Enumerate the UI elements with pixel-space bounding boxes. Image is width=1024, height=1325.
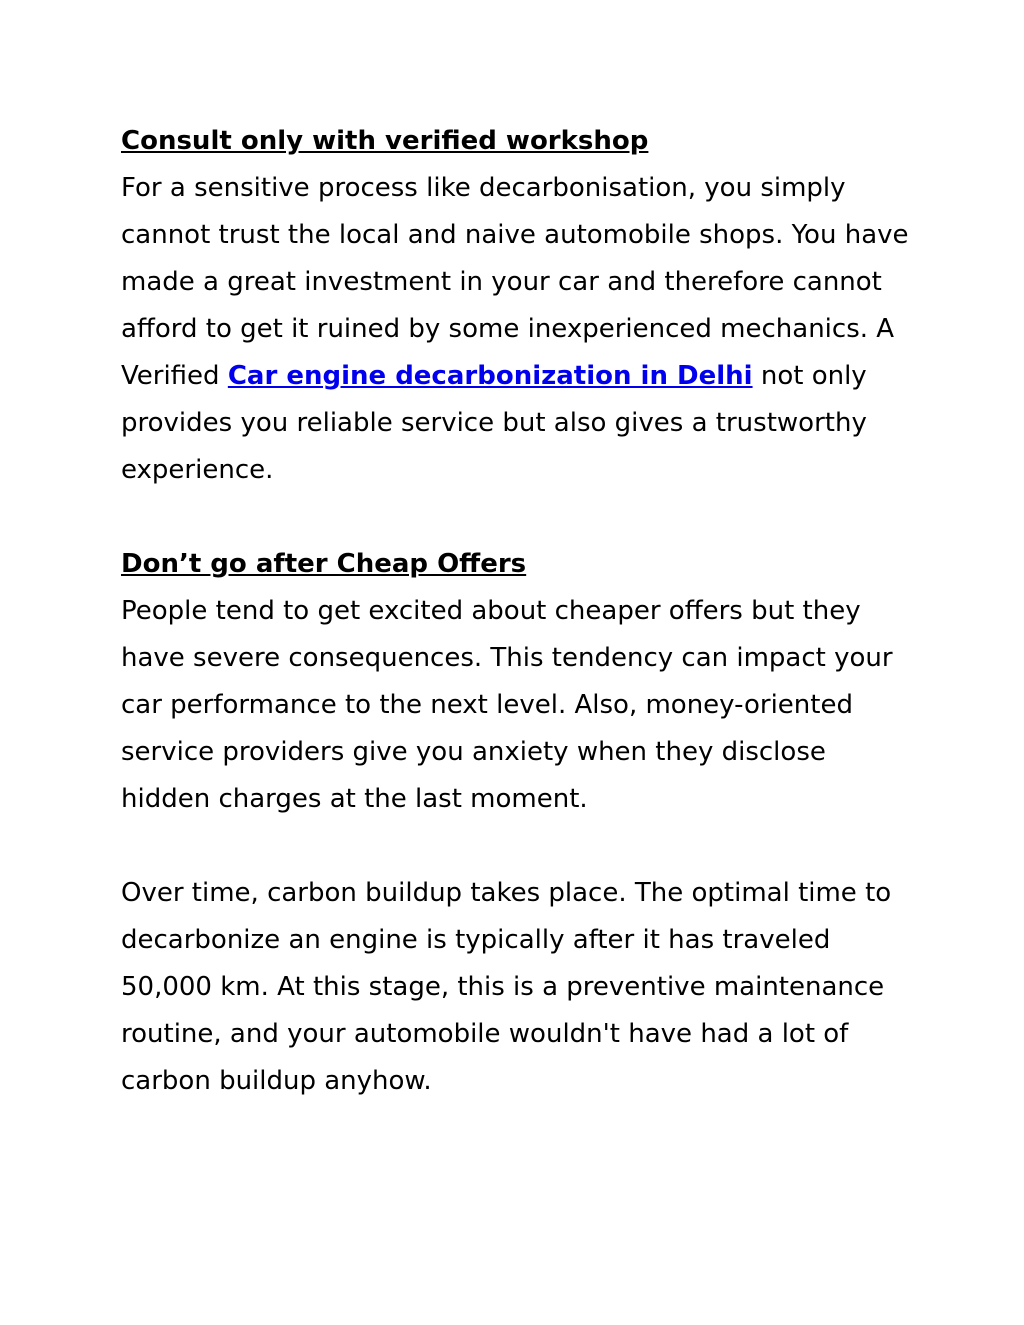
paragraph-text: not only provides you reliable service but also gives a trustworthy experience. — [121, 361, 867, 485]
section-verified-workshop — [121, 118, 921, 494]
section-paragraph: Over time, carbon buildup takes place. The optimal time to decarbonize an engine is typically after it has traveled 50,000 km. At this stage, this is a preventive maintenance routine, and your automobile wouldn't have had a lot of carbon buildup anyhow. — [121, 878, 892, 1096]
section-heading: Consult only with verified workshop — [121, 126, 649, 156]
section-carbon-buildup — [121, 870, 921, 1105]
decarbonization-link[interactable]: Car engine decarbonization in Delhi — [227, 361, 753, 391]
section-cheap-offers — [121, 541, 921, 823]
document-page — [121, 118, 921, 1152]
section-paragraph: People tend to get excited about cheaper offers but they have severe consequences. This tendency can impact your car performance to the next level. Also, money-oriented service providers give you anxiety when they disclose hidden charges at the last moment. — [121, 596, 893, 814]
section-heading: Don’t go after Cheap Offers — [121, 549, 527, 579]
paragraph-text: For a sensitive process like decarbonisation, you simply cannot trust the local and naive automobile shops. You have made a great investment in your car and therefore cannot afford to get it ruined by some inexperienced mechanics. A Verified — [121, 173, 909, 391]
section-paragraph — [121, 165, 921, 494]
